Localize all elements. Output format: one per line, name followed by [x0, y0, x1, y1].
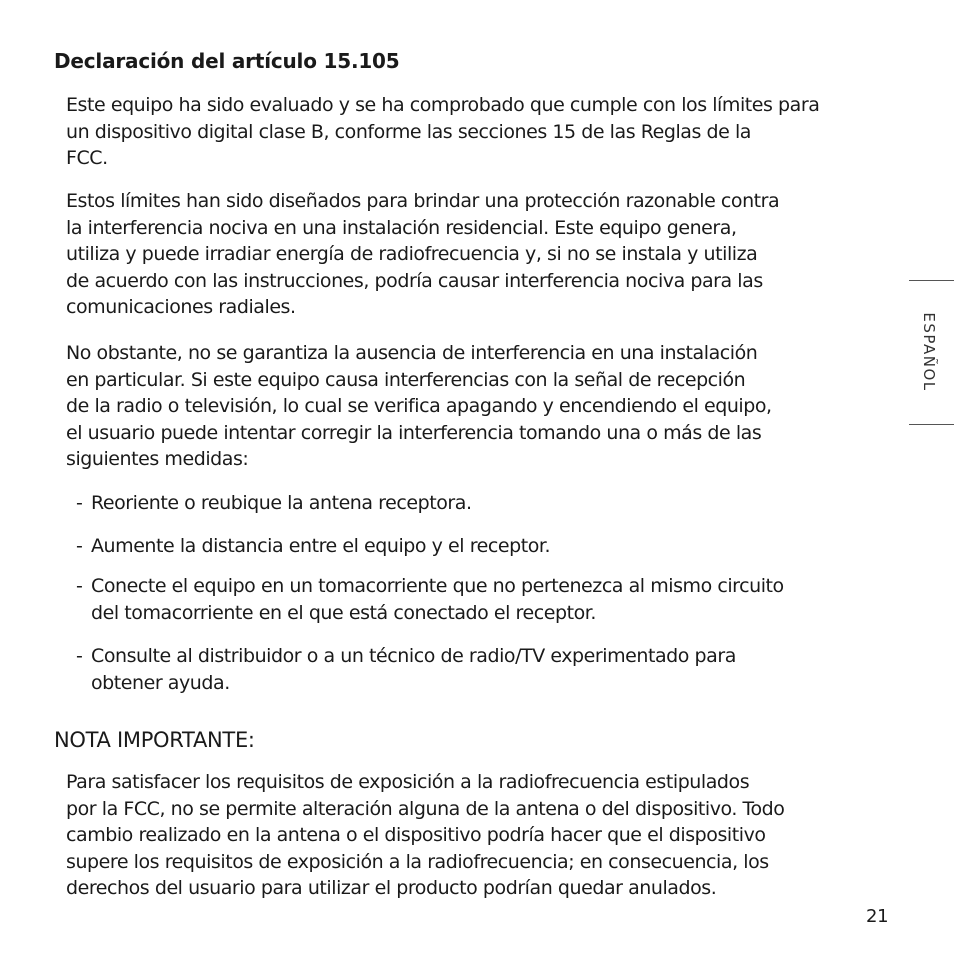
section-heading: Declaración del artículo 15.105	[54, 49, 400, 73]
text-line: derechos del usuario para utilizar el producto podrían quedar anulados.	[66, 877, 717, 899]
bullet-dash: -	[76, 645, 83, 667]
list-item-text: obtener ayuda.	[91, 671, 230, 694]
text-line: Este equipo ha sido evaluado y se ha comprobado que cumple con los límites para	[66, 94, 820, 116]
list-item-text: Reoriente o reubique la antena receptora.	[91, 492, 472, 514]
list-item-text: Consulte al distribuidor o a un técnico de radio/TV experimentado para	[91, 645, 736, 667]
side-tab-divider-top	[909, 280, 954, 281]
text-line: cambio realizado en la antena o el dispositivo podría hacer que el dispositivo	[66, 824, 766, 846]
list-item-text: Conecte el equipo en un tomacorriente que no pertenezca al mismo circuito	[91, 575, 784, 597]
bullet-dash: -	[76, 575, 83, 597]
list-item	[76, 643, 896, 696]
bullet-dash: -	[76, 492, 83, 514]
text-line: utiliza y puede irradiar energía de radiofrecuencia y, si no se instala y utiliza	[66, 243, 758, 265]
language-side-tab: ESPAÑOL	[920, 312, 938, 392]
paragraph-interference-measures	[66, 340, 896, 473]
list-item-text: del tomacorriente en el que está conectado el receptor.	[91, 601, 596, 624]
paragraph-protection	[66, 188, 896, 321]
page-number: 21	[866, 906, 889, 927]
paragraph-rf-exposure	[66, 769, 896, 902]
side-tab-divider-bottom	[909, 424, 954, 425]
text-line: en particular. Si este equipo causa interferencias con la señal de recepción	[66, 368, 746, 391]
list-item	[76, 573, 896, 626]
note-heading: NOTA IMPORTANTE:	[54, 728, 255, 752]
text-line: siguientes medidas:	[66, 448, 249, 470]
text-line: de acuerdo con las instrucciones, podría causar interferencia nociva para las	[66, 269, 763, 292]
text-line: FCC.	[66, 147, 108, 169]
bullet-dash: -	[76, 535, 83, 557]
list-item-text: Aumente la distancia entre el equipo y el receptor.	[91, 535, 551, 557]
list-item	[76, 533, 896, 560]
text-line: de la radio o televisión, lo cual se verifica apagando y encendiendo el equipo,	[66, 395, 772, 417]
text-line: por la FCC, no se permite alteración alguna de la antena o del dispositivo. Todo	[66, 797, 785, 820]
text-line: el usuario puede intentar corregir la interferencia tomando una o más de las	[66, 421, 762, 444]
text-line: Para satisfacer los requisitos de exposición a la radiofrecuencia estipulados	[66, 771, 750, 793]
text-line: supere los requisitos de exposición a la radiofrecuencia; en consecuencia, los	[66, 850, 769, 873]
text-line: la interferencia nociva en una instalación residencial. Este equipo genera,	[66, 216, 737, 239]
paragraph-class-b-limits	[66, 92, 896, 172]
text-line: un dispositivo digital clase B, conforme las secciones 15 de las Reglas de la	[66, 120, 752, 143]
text-line: comunicaciones radiales.	[66, 296, 296, 318]
list-item	[76, 490, 896, 517]
text-line: Estos límites han sido diseñados para brindar una protección razonable contra	[66, 190, 780, 212]
text-line: No obstante, no se garantiza la ausencia de interferencia en una instalación	[66, 342, 758, 364]
